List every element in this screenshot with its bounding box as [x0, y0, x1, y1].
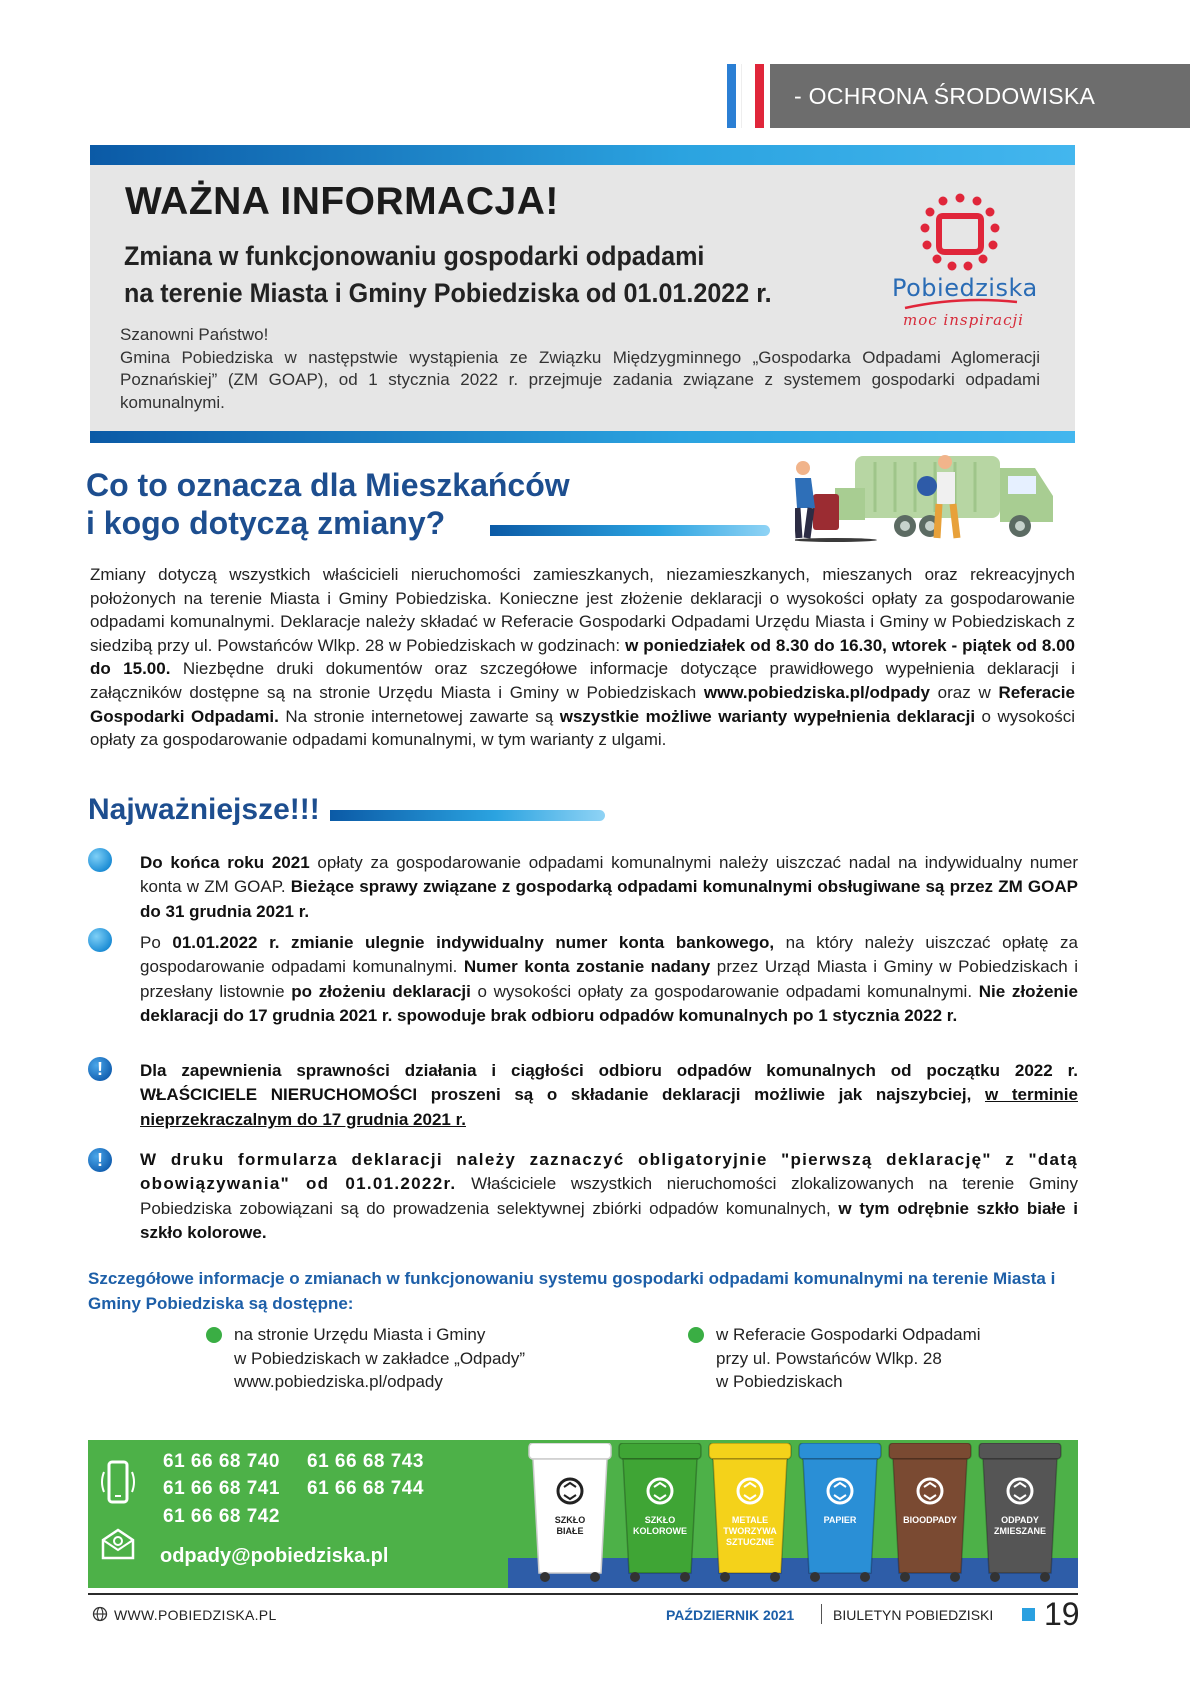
item2-bold-4: Nie złożenie deklaracji do 17 grudnia 2021 r. spowoduje brak odbioru odpadów komunalnych po 1 stycznia 2022 r. — [140, 981, 1078, 1026]
waste-bin-2 — [615, 1443, 705, 1583]
waste-bin-icon — [975, 1443, 1065, 1583]
section-tag: - OCHRONA ŚRODOWISKA — [770, 64, 1190, 128]
item1-bold-2: Bieżące sprawy związane z gospodarką odpadami komunalnymi obsługiwane są przez ZM GOAP do 31 grudnia 2021 r. — [140, 877, 1078, 921]
footer-website[interactable]: WWW.POBIEDZISKA.PL — [114, 1607, 277, 1623]
globe-icon — [92, 1606, 108, 1622]
waste-bin-label-line: SZKŁO — [644, 1515, 676, 1525]
section2-heading: Najważniejsze!!! — [88, 793, 320, 826]
item3-bold-1: Dla zapewnienia sprawności działania i ciągłości odbioru odpadów komunalnych od początku 2022 r. WŁAŚCICIELE NIERUCHOMOŚCI proszeni są o składanie deklaracji możliwie jak najszybciej, — [140, 1061, 1078, 1105]
waste-bin-label-line: ODPADY — [1001, 1515, 1039, 1525]
header-stripe-blue — [727, 64, 736, 128]
waste-bin-label — [525, 1515, 615, 1537]
waste-bin-label-line: SZTUCZNE — [726, 1537, 774, 1547]
garbage-truck-illustration-icon — [795, 448, 1065, 544]
info-col2-line2: przy ul. Powstańców Wlkp. 28 — [716, 1348, 942, 1368]
item3-deadline: w terminie nieprzekraczalnym do 17 grudnia 2021 r. — [140, 1085, 1078, 1129]
section1-paragraph — [90, 563, 1075, 752]
section1-text-4: Na stronie internetowej zawarte są — [278, 706, 560, 726]
bullet-1-icon — [88, 848, 112, 872]
header-stripe-red — [755, 64, 764, 128]
list-item-1 — [140, 851, 1078, 924]
more-info-heading: Szczegółowe informacje o zmianach w funkcjonowaniu systemu gospodarki odpadami komunalnymi na terenie Miasta i Gminy Pobiedziska są dostępne: — [88, 1269, 1056, 1313]
info-col1-line2: w Pobiedziskach w zakładce „Odpady” — [234, 1348, 526, 1368]
item1-text: opłaty za gospodarowanie odpadami komunalnymi należy uiszczać nadal na indywidualny numer konta w ZM GOAP. — [140, 853, 1079, 897]
notice-subtitle-line1: Zmiana w funkcjonowaniu gospodarki odpadami — [124, 241, 705, 271]
waste-bin-label-line: BIOODPADY — [903, 1515, 957, 1525]
footer-square-icon — [1022, 1608, 1035, 1621]
phone-number-1[interactable]: 61 66 68 740 — [163, 1451, 280, 1472]
section2-heading-bar — [330, 810, 605, 821]
header-stripe-white — [741, 64, 751, 128]
info-col2-line1: w Referacie Gospodarki Odpadami — [716, 1325, 981, 1344]
waste-bin-label-line: PAPIER — [823, 1515, 857, 1525]
waste-bin-3 — [705, 1443, 795, 1583]
waste-bin-icon — [525, 1443, 615, 1583]
info-col1-line1: na stronie Urzędu Miasta i Gminy — [234, 1325, 486, 1344]
phone-icon — [100, 1458, 136, 1510]
section1-text-1: Zmiany dotyczą wszystkich właścicieli nieruchomości zamieszkanych, niezamieszkanych, mieszanych oraz rekreacyjnych położonych na terenie Miasta i Gminy Pobiedziska. Konieczne jest złożenie deklaracji o wysokości opłaty za gospodarowanie odpadami komunalnymi. Deklaracje należy składać w Referacie Gospodarki Odpadami Urzędu Miasta i Gminy w Pobiedziskach z siedzibą przy ul. Powstańców Wlkp. 28 w Pobiedziskach w godzinach: — [90, 565, 1075, 655]
waste-bin-label — [615, 1515, 705, 1537]
bullet-2-icon — [88, 928, 112, 952]
item2-text-0: Po — [140, 933, 173, 952]
footer-issue: PAŹDZIERNIK 2021 — [666, 1607, 795, 1623]
phone-number-3[interactable]: 61 66 68 741 — [163, 1478, 280, 1499]
section1-text-5: o wysokości opłaty za gospodarowanie odpadami komunalnymi, w tym warianty z ulgami. — [90, 706, 1075, 750]
notice-greeting: Szanowni Państwo! — [120, 325, 269, 344]
notice-body: Gmina Pobiedziska w następstwie wystąpienia ze Związku Międzygminnego „Gospodarka Odpadami Aglomeracji Poznańskiej” (ZM GOAP), od 1 stycznia 2022 r. przejmuje zadania związane z systemem gospodarki odpadami komunalnymi. — [120, 347, 1040, 412]
section1-text-2: Niezbędne druki dokumentów oraz szczegółowe informacje dotyczące prawidłowego wypełnienia deklaracji i załączników dostępne są na stronie Urzędu Miasta i Gminy w Pobiedziskach — [90, 659, 1075, 702]
waste-bin-icon — [705, 1443, 795, 1583]
footer-rule — [88, 1593, 1078, 1595]
waste-bin-label — [885, 1515, 975, 1526]
bullet-4-exclamation-icon: ! — [88, 1148, 112, 1172]
footer-separator — [821, 1604, 822, 1624]
waste-bin-label — [795, 1515, 885, 1526]
phone-number-5[interactable]: 61 66 68 742 — [163, 1506, 280, 1527]
waste-bin-label — [975, 1515, 1065, 1537]
item2-bold-2: Numer konta zostanie nadany — [463, 957, 711, 977]
list-item-4 — [140, 1148, 1078, 1246]
list-item-3 — [140, 1059, 1078, 1132]
green-bullet-1-icon — [206, 1327, 222, 1343]
bullet-3-exclamation-icon: ! — [88, 1057, 112, 1081]
waste-bin-4 — [795, 1443, 885, 1583]
info-col2-line3: w Pobiedziskach — [716, 1372, 843, 1391]
waste-bin-label — [705, 1515, 795, 1548]
item2-text-2: przez Urząd Miasta i Gminy w Pobiedziskach i przesłany listownie — [140, 957, 1078, 1001]
notice-bottom-bar — [90, 431, 1075, 443]
waste-bin-label-line: ZMIESZANE — [993, 1526, 1046, 1536]
waste-bin-label-line: METALE — [731, 1515, 769, 1525]
notice-subtitle-line2: na terenie Miasta i Gminy Pobiedziska od 01.01.2022 r. — [124, 278, 772, 308]
notice-subtitle — [124, 238, 794, 312]
waste-bin-label-line: TWORZYWA — [723, 1526, 777, 1536]
section1-variants: wszystkie możliwe warianty wypełnienia deklaracji — [559, 706, 976, 726]
item4-bold-1: W druku formularza deklaracji należy zaznaczyć obligatoryjnie "pierwszą deklarację" z "datą obowiązywania" od 01.01.2022r. — [140, 1150, 1078, 1194]
waste-bin-1 — [525, 1443, 615, 1583]
page-number: 19 — [1044, 1596, 1080, 1632]
contact-email[interactable]: odpady@pobiedziska.pl — [160, 1545, 389, 1567]
section1-hours: w poniedziałek od 8.30 do 16.30, wtorek - piątek od 8.00 do 15.00. — [90, 635, 1076, 679]
section1-heading-line2: i kogo dotyczą zmiany? — [86, 505, 446, 541]
section1-heading-bar — [490, 525, 770, 536]
waste-bin-icon — [615, 1443, 705, 1583]
notice-title: WAŻNA INFORMACJA! — [125, 180, 559, 223]
item2-text-1: na który należy uiszczać opłatę za gospodarowanie odpadami komunalnymi. — [140, 933, 1078, 977]
waste-bin-icon — [885, 1443, 975, 1583]
waste-bin-6 — [975, 1443, 1065, 1583]
footer-publication: BIULETYN POBIEDZISKI — [833, 1607, 994, 1623]
notice-top-bar — [90, 145, 1075, 165]
item2-bold-1: 01.01.2022 r. zmianie ulegnie indywidualny numer konta bankowego, — [172, 933, 775, 952]
logo-tagline: moc inspiracji — [903, 311, 1024, 329]
item1-bold-1: Do końca roku 2021 — [140, 853, 310, 872]
waste-bin-5 — [885, 1443, 975, 1583]
waste-bin-label-line: SZKŁO — [554, 1515, 586, 1525]
section1-office: Referacie Gospodarki Odpadami. — [90, 682, 1075, 726]
info-col1-link[interactable]: www.pobiedziska.pl/odpady — [234, 1372, 443, 1391]
list-item-2 — [140, 931, 1078, 1029]
section1-text-3: oraz w — [929, 682, 999, 702]
green-bullet-2-icon — [688, 1327, 704, 1343]
section1-heading-line1: Co to oznacza dla Mieszkańców — [86, 467, 570, 503]
item4-bold-2: w tym odrębnie szkło białe i szkło kolorowe. — [140, 1198, 1078, 1243]
email-icon — [100, 1528, 136, 1560]
item2-bold-3: po złożeniu deklaracji — [291, 981, 471, 1001]
section1-website: www.pobiedziska.pl/odpady — [703, 682, 930, 702]
waste-bin-label-line: BIAŁE — [556, 1526, 584, 1536]
logo-name: Pobiedziska — [892, 274, 1038, 302]
waste-bin-label-line: KOLOROWE — [633, 1526, 687, 1536]
info-column-1 — [234, 1323, 525, 1394]
info-column-2 — [716, 1323, 981, 1394]
phone-number-2[interactable]: 61 66 68 743 — [307, 1451, 424, 1472]
phone-number-4[interactable]: 61 66 68 744 — [307, 1478, 424, 1499]
waste-bin-icon — [795, 1443, 885, 1583]
item4-text: Właściciele wszystkich nieruchomości zlokalizowanych na terenie Gminy Pobiedziska zobowiązani są do prowadzenia selektywnej zbiórki odpadów komunalnych, — [140, 1174, 1078, 1218]
item2-text-3: o wysokości opłaty za gospodarowanie odpadami komunalnymi. — [470, 981, 979, 1001]
